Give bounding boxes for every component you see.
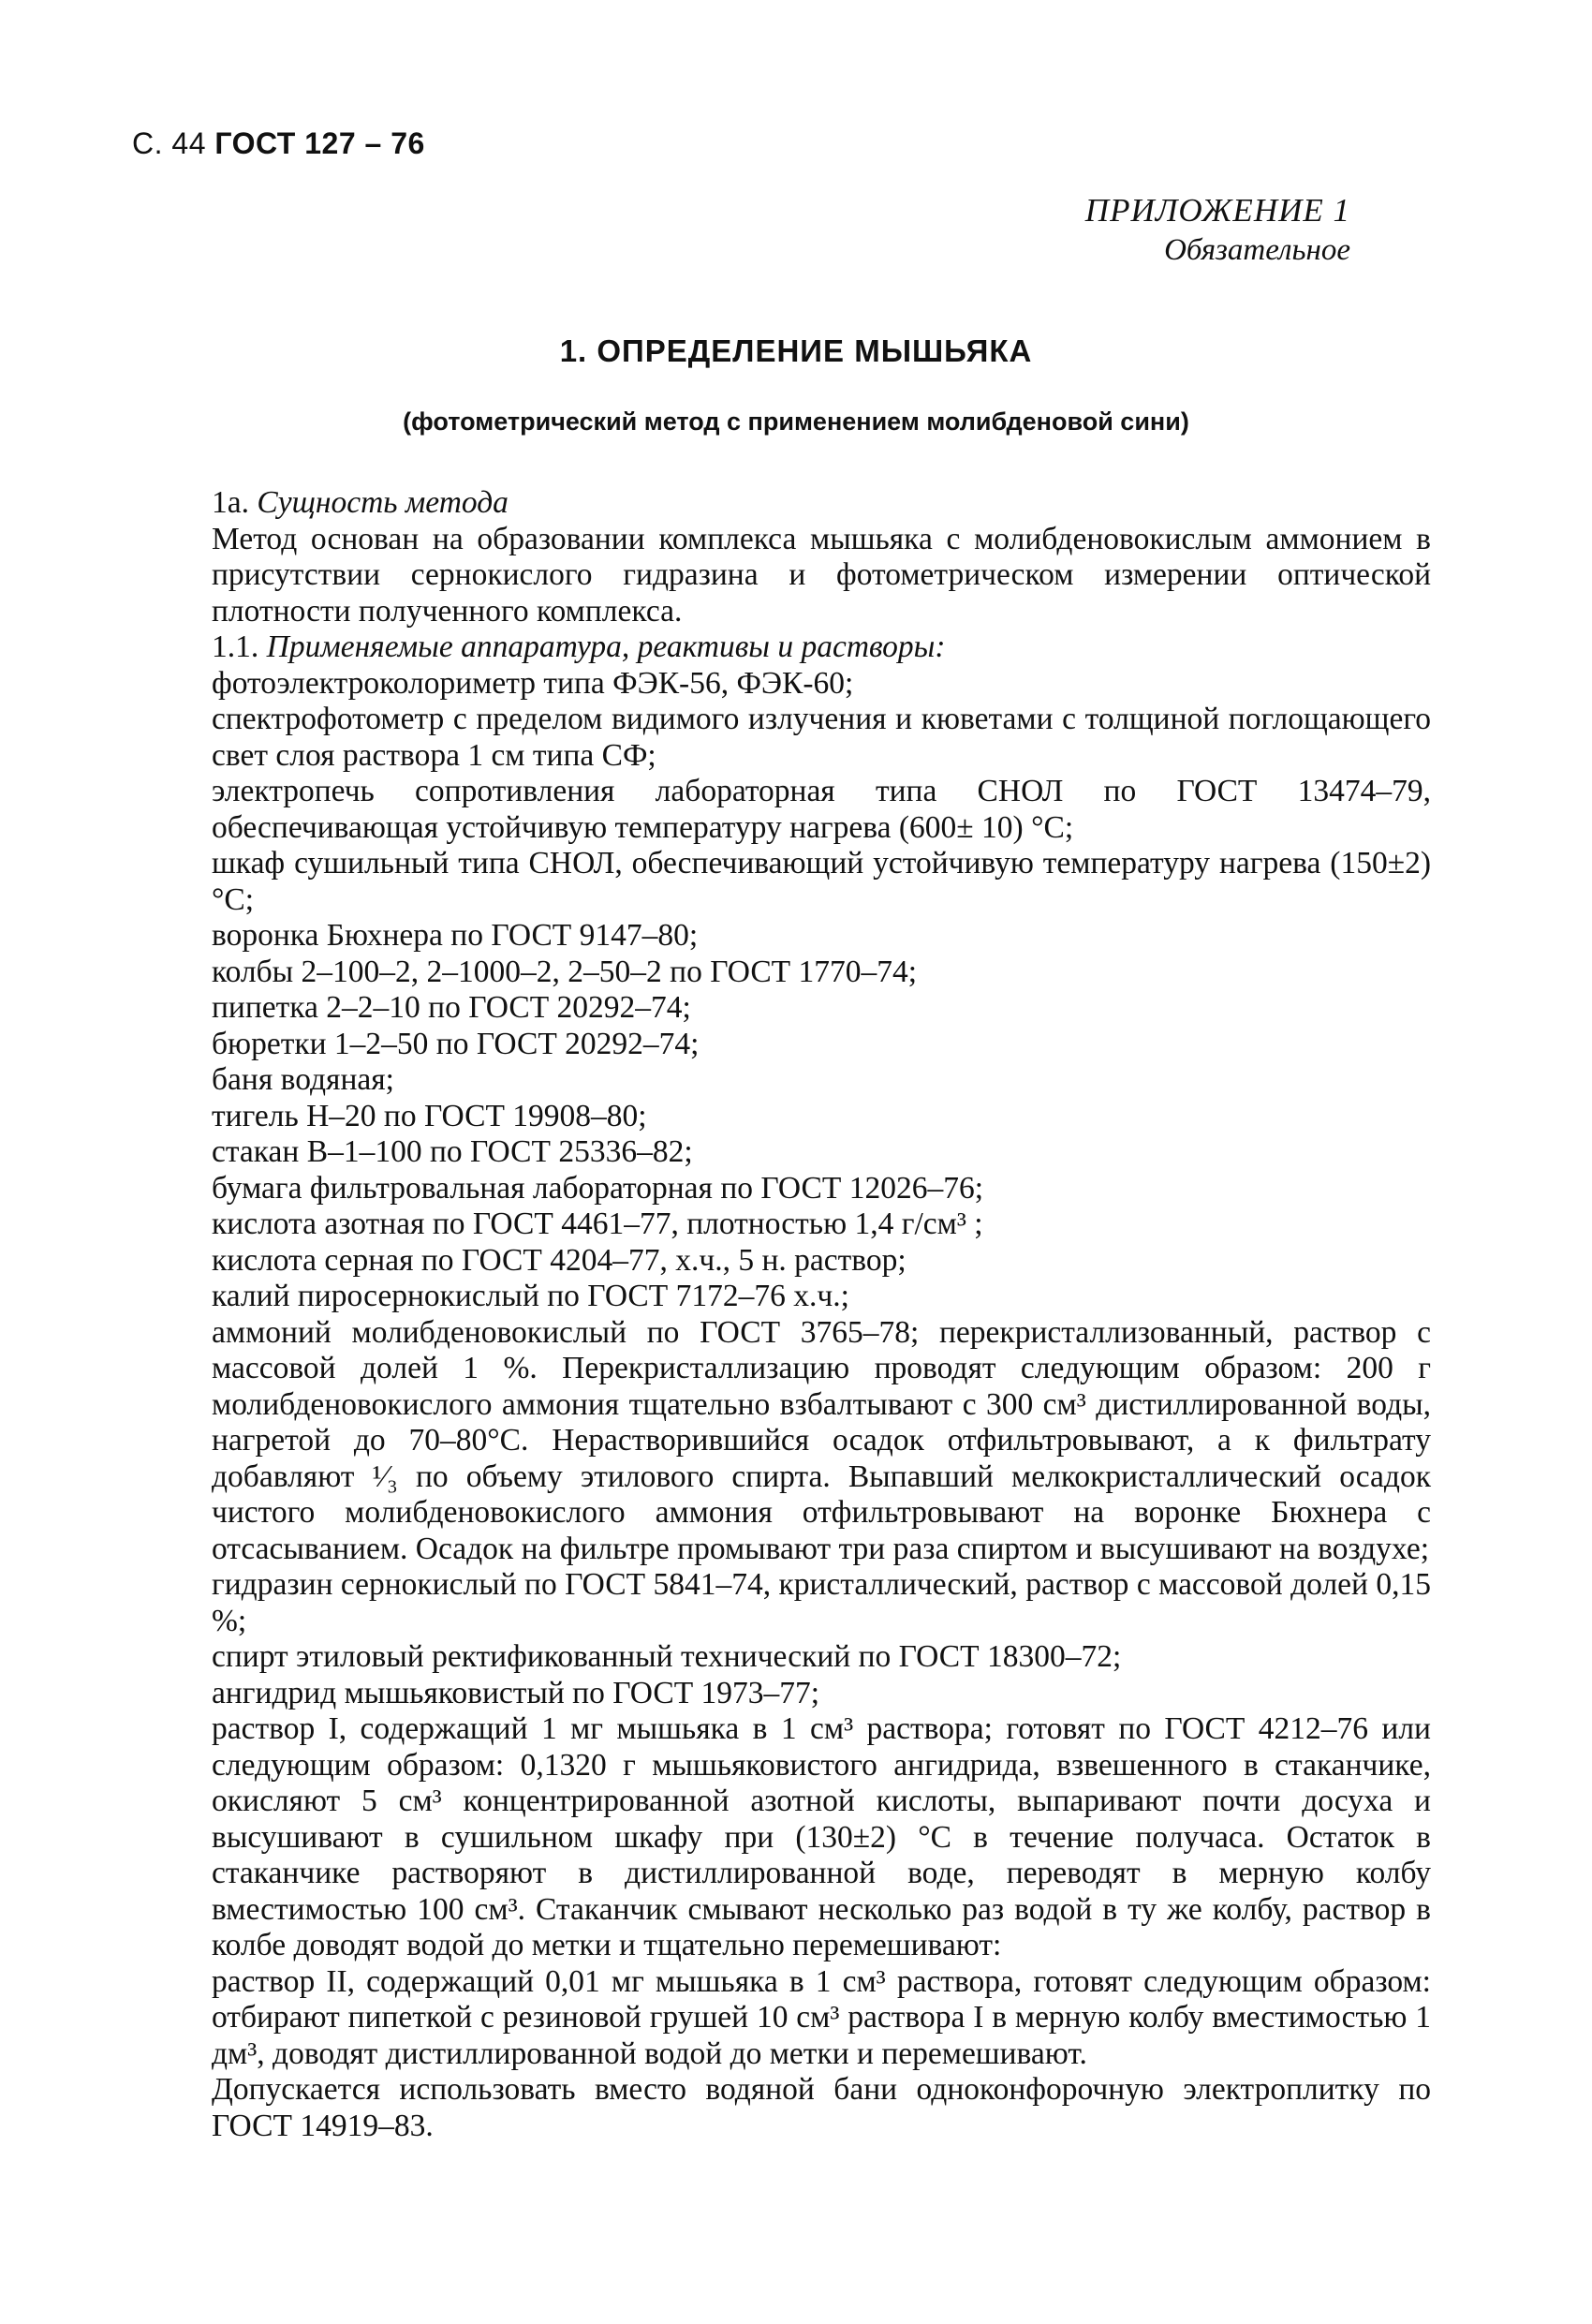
paragraph [212,485,1431,522]
paragraph-text: тигель Н–20 по ГОСТ 19908–80; [212,1098,647,1133]
paragraph [212,1027,1431,1063]
paragraph-text: бюретки 1–2–50 по ГОСТ 20292–74; [212,1026,700,1061]
paragraph-text: Допускается использовать вместо водяной бани одноконфорочную электроплитку по ГОСТ 14919–83. [212,2072,1431,2143]
paragraph-heading: Применяемые аппаратура, реактивы и растворы: [266,629,946,664]
paragraph [212,702,1431,774]
paragraph-number: 1.1. [212,629,267,664]
paragraph [212,1279,1431,1315]
paragraph [212,918,1431,955]
paragraph [212,1171,1431,1207]
section-title: 1. ОПРЕДЕЛЕНИЕ МЫШЬЯКА [559,333,1033,368]
paragraph-heading: Сущность метода [257,485,509,520]
paragraph [212,1639,1431,1676]
paragraph [212,1567,1431,1639]
paragraph-text: бумага фильтровальная лабораторная по ГОСТ 12026–76; [212,1170,984,1206]
paragraph [212,1315,1431,1568]
paragraph [212,846,1431,918]
paragraph-text: Метод основан на образовании комплекса мышьяка с молибденовокислым аммонием в присутствии сернокислого гидразина и фотометрическом измерении оптической плотности полученного комплекса. [212,521,1431,629]
paragraph [212,1206,1431,1243]
paragraph [212,1243,1431,1280]
paragraph-text: фотоэлектроколориметр типа ФЭК-56, ФЭК-60; [212,665,854,701]
paragraph-text: спирт этиловый ректификованный технический по ГОСТ 18300–72; [212,1639,1122,1674]
paragraph [212,1099,1431,1135]
appendix-status: Обязательное [1164,233,1350,267]
paragraph-text: аммоний молибденовокислый по ГОСТ 3765–78; перекристаллизованный, раствор с массовой долей 1 %. Перекристаллизацию проводят следующим образом: 200 г молибденовокислого аммония тщательно взбалтывают с 300 см³ дистиллированной воды, нагретой до 70–80°С. Нерастворившийся осадок отфильтровывают, а к фильтрату добавляют ¹⁄₃ по объему этилового спирта. Выпавший мелкокристаллический осадок чистого молибденовокислого аммония отфильтровывают на воронке Бюхнера с отсасыванием. Осадок на фильтре промывают три раза спиртом и высушивают на воздухе; [212,1314,1431,1566]
paragraph [212,1964,1431,2073]
paragraph-text: баня водяная; [212,1062,394,1097]
paragraph-text: раствор I, содержащий 1 мг мышьяка в 1 см³ раствора; готовят по ГОСТ 4212–76 или следующим образом: 0,1320 г мышьяковистого ангидрида, взвешенного в стаканчике, окисляют 5 см³ концентрированной азотной кислоты, выпаривают почти досуха и высушивают в сушильном шкафу при (130±2) °С в течение получаса. Остаток в стаканчике растворяют в дистиллированной воде, переводят в мерную колбу вместимостью 100 см³. Стаканчик смывают несколько раз водой в ту же колбу, раствор в колбе доводят водой до метки и тщательно перемешивают: [212,1711,1431,1962]
paragraph-text: колбы 2–100–2, 2–1000–2, 2–50–2 по ГОСТ 1770–74; [212,954,918,989]
paragraph [212,955,1431,991]
appendix-title: ПРИЛОЖЕНИЕ 1 [1084,192,1350,229]
appendix-label [1085,192,1350,268]
paragraph-text: кислота азотная по ГОСТ 4461–77, плотностью 1,4 г/см³ ; [212,1206,983,1241]
paragraph-text: спектрофотометр с пределом видимого излучения и кюветами с толщиной поглощающего свет слоя раствора 1 см типа СФ; [212,702,1431,773]
paragraph-text: раствор II, содержащий 0,01 мг мышьяка в 1 см³ раствора, готовят следующим образом: отбирают пипеткой с резиновой грушей 10 см³ раствора I в мерную колбу вместимостью 1 дм³, доводят дистиллированной водой до метки и перемешивают. [212,1963,1431,2071]
paragraph-text: гидразин сернокислый по ГОСТ 5841–74, кристаллический, раствор с массовой долей 0,15 %; [212,1567,1431,1638]
paragraph [212,1676,1431,1712]
paragraph-text: ангидрид мышьяковистый по ГОСТ 1973–77; [212,1675,820,1710]
section-subtitle: (фотометрический метод с применением молибденовой сини) [403,407,1189,436]
paragraph [212,666,1431,703]
paragraph-text: кислота серная по ГОСТ 4204–77, х.ч., 5 н. раствор; [212,1242,907,1278]
page-header [132,126,425,161]
paragraph [212,1134,1431,1171]
paragraph-text: стакан В–1–100 по ГОСТ 25336–82; [212,1134,693,1169]
paragraph-text: калий пиросернокислый по ГОСТ 7172–76 х.ч.; [212,1279,849,1313]
paragraph [212,1062,1431,1099]
document-body [212,485,1431,2144]
page-number: С. 44 [132,126,206,160]
standard-number: ГОСТ 127 – 76 [214,126,425,160]
paragraph-text: пипетка 2–2–10 по ГОСТ 20292–74; [212,990,691,1025]
paragraph [212,2072,1431,2144]
paragraph-text: электропечь сопротивления лабораторная типа СНОЛ по ГОСТ 13474–79, обеспечивающая устойчивую температуру нагрева (600± 10) °С; [212,774,1431,845]
paragraph-text: шкаф сушильный типа СНОЛ, обеспечивающий устойчивую температуру нагрева (150±2) °С; [212,846,1431,917]
paragraph [212,990,1431,1027]
paragraph [212,1711,1431,1964]
paragraph-text: воронка Бюхнера по ГОСТ 9147–80; [212,918,699,953]
paragraph [212,629,1431,666]
paragraph [212,522,1431,630]
paragraph [212,774,1431,846]
paragraph-number: 1а. [212,485,258,520]
